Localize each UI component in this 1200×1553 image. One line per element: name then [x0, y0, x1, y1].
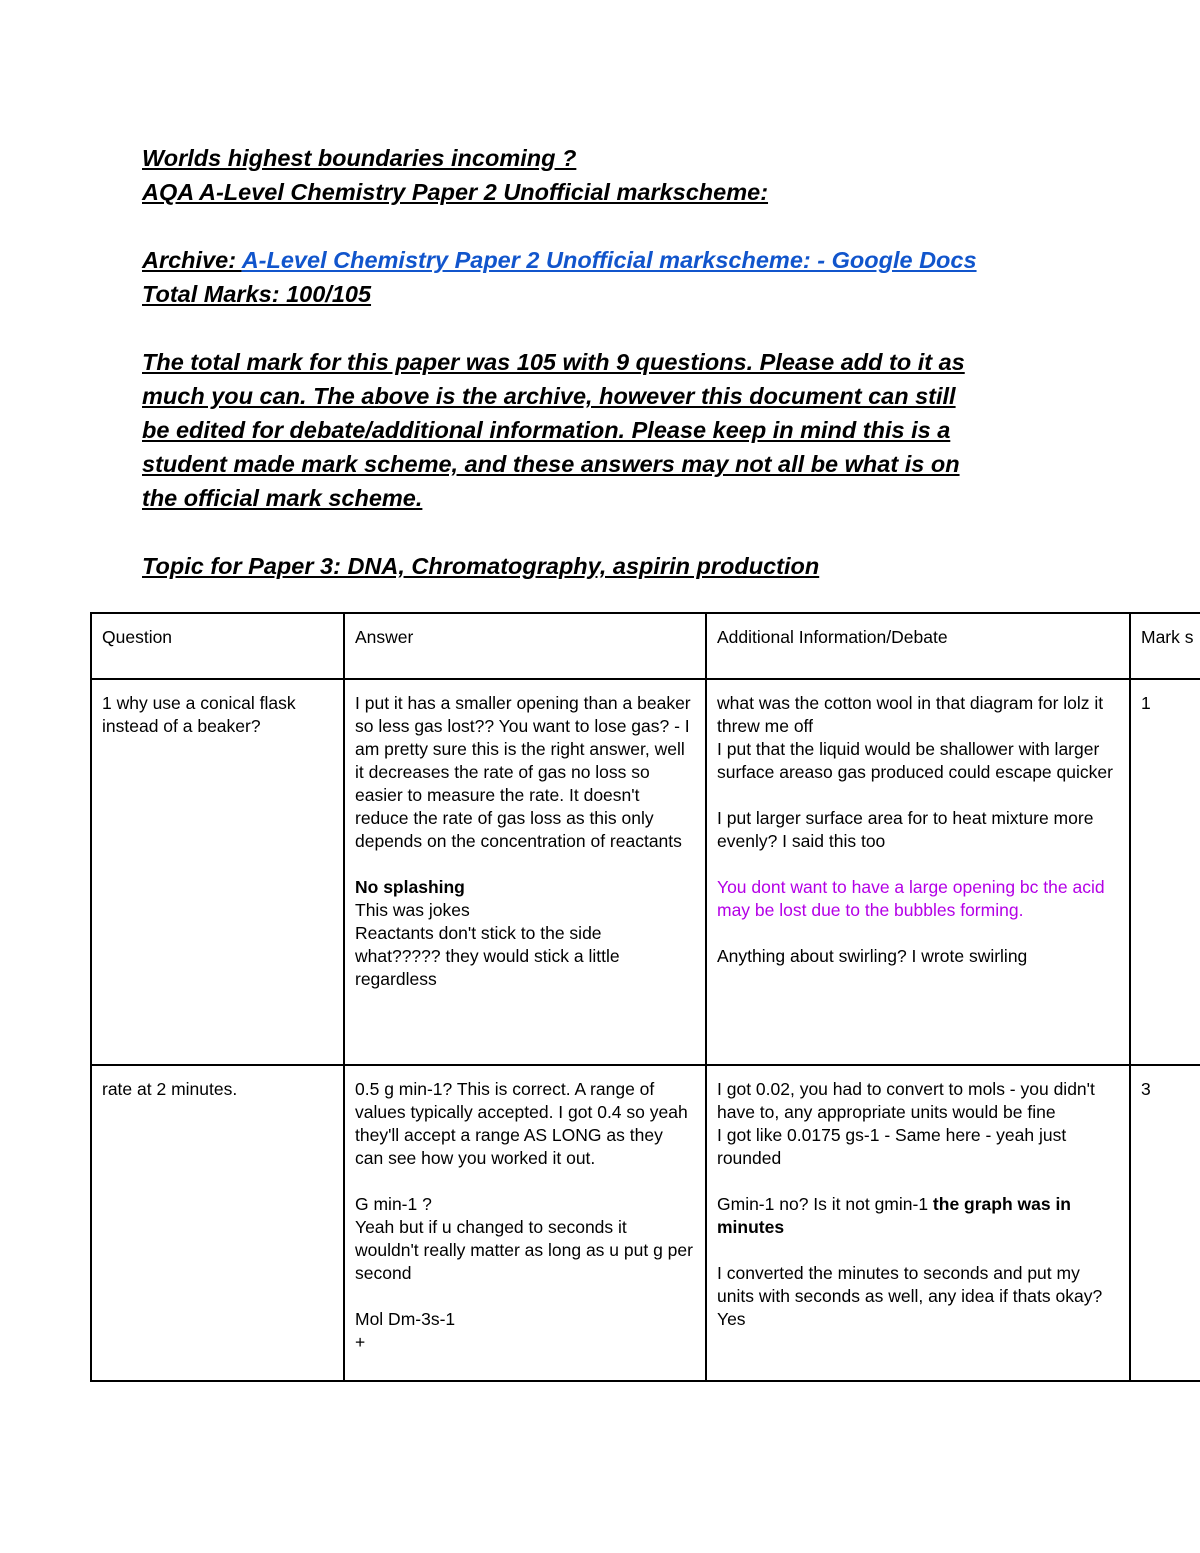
answer-line: Reactants don't stick to the side [355, 923, 602, 943]
topic-line: Topic for Paper 3: DNA, Chromatography, aspirin production [142, 553, 820, 579]
intro-line-3: be edited for debate/additional information. Please keep in mind this is a [142, 417, 951, 443]
info-text: I got 0.02, you had to convert to mols - you didn't have to, any appropriate units would be fine [717, 1079, 1095, 1122]
info-bold: the graph was in minutes [717, 1194, 1071, 1237]
table-row [91, 679, 1200, 1065]
answer-text: 0.5 g min-1? This is correct. A range of values typically accepted. I got 0.4 so yeah they'll accept a range AS LONG as they can see how you worked it out. [355, 1079, 688, 1168]
info-text: I converted the minutes to seconds and put my units with seconds as well, any idea if thats okay? Yes [717, 1263, 1103, 1329]
archive-label: Archive: [142, 247, 242, 273]
intro-line-1: The total mark for this paper was 105 with 9 questions. Please add to it as [142, 349, 965, 375]
table-row [91, 1065, 1200, 1381]
header-answer: Answer [344, 613, 706, 679]
answer-line: G min-1 ? [355, 1194, 432, 1214]
marks-cell: 3 [1130, 1065, 1200, 1381]
intro-line-4: student made mark scheme, and these answers may not all be what is on [142, 451, 960, 477]
answer-text: I put it has a smaller opening than a beaker so less gas lost?? You want to lose gas? - I am pretty sure this is the right answer, well it decreases the rate of gas no loss so easier to measure the rate. It doesn't reduce the rate of gas loss as this only depends on the concentration of reactants [355, 693, 691, 851]
info-text: Anything about swirling? I wrote swirling [717, 946, 1028, 966]
document-header [142, 141, 1062, 583]
headline: Worlds highest boundaries incoming ? [142, 145, 577, 171]
markscheme-table [90, 612, 1200, 1382]
table-header-row [91, 613, 1200, 679]
info-cell [706, 679, 1130, 1065]
intro-line-2: much you can. The above is the archive, however this document can still [142, 383, 956, 409]
archive-line [142, 243, 1062, 277]
info-text: what was the cotton wool in that diagram for lolz it threw me off [717, 693, 1104, 736]
answer-heading: No splashing [355, 877, 465, 897]
question-cell: rate at 2 minutes. [91, 1065, 344, 1381]
question-cell: 1 why use a conical flask instead of a beaker? [91, 679, 344, 1065]
header-question: Question [91, 613, 344, 679]
answer-line: Mol Dm-3s-1 [355, 1309, 456, 1329]
header-info: Additional Information/Debate [706, 613, 1130, 679]
info-plain: Gmin-1 no? Is it not gmin-1 [717, 1194, 933, 1214]
archive-link[interactable]: A-Level Chemistry Paper 2 Unofficial markscheme: - Google Docs [241, 247, 977, 273]
info-text: I put that the liquid would be shallower with larger surface areaso gas produced could escape quicker [717, 739, 1113, 782]
answer-text: Yeah but if u changed to seconds it wouldn't really matter as long as u put g per second [355, 1217, 693, 1283]
header-marks: Mark s [1130, 613, 1200, 679]
info-text: I got like 0.0175 gs-1 - Same here - yeah just rounded [717, 1125, 1067, 1168]
answer-line: + [355, 1332, 366, 1352]
answer-cell [344, 679, 706, 1065]
info-text-mixed [717, 1193, 1119, 1239]
info-highlight-text: You dont want to have a large opening bc the acid may be lost due to the bubbles forming. [717, 877, 1105, 920]
document-title: AQA A-Level Chemistry Paper 2 Unofficial markscheme: [142, 179, 769, 205]
marks-cell: 1 [1130, 679, 1200, 1065]
answer-cell [344, 1065, 706, 1381]
answer-line: what????? they would stick a little regardless [355, 946, 620, 989]
info-cell [706, 1065, 1130, 1381]
answer-line: This was jokes [355, 900, 470, 920]
info-text: I put larger surface area for to heat mixture more evenly? I said this too [717, 808, 1094, 851]
total-marks: Total Marks: 100/105 [142, 281, 372, 307]
intro-line-5: the official mark scheme. [142, 485, 423, 511]
